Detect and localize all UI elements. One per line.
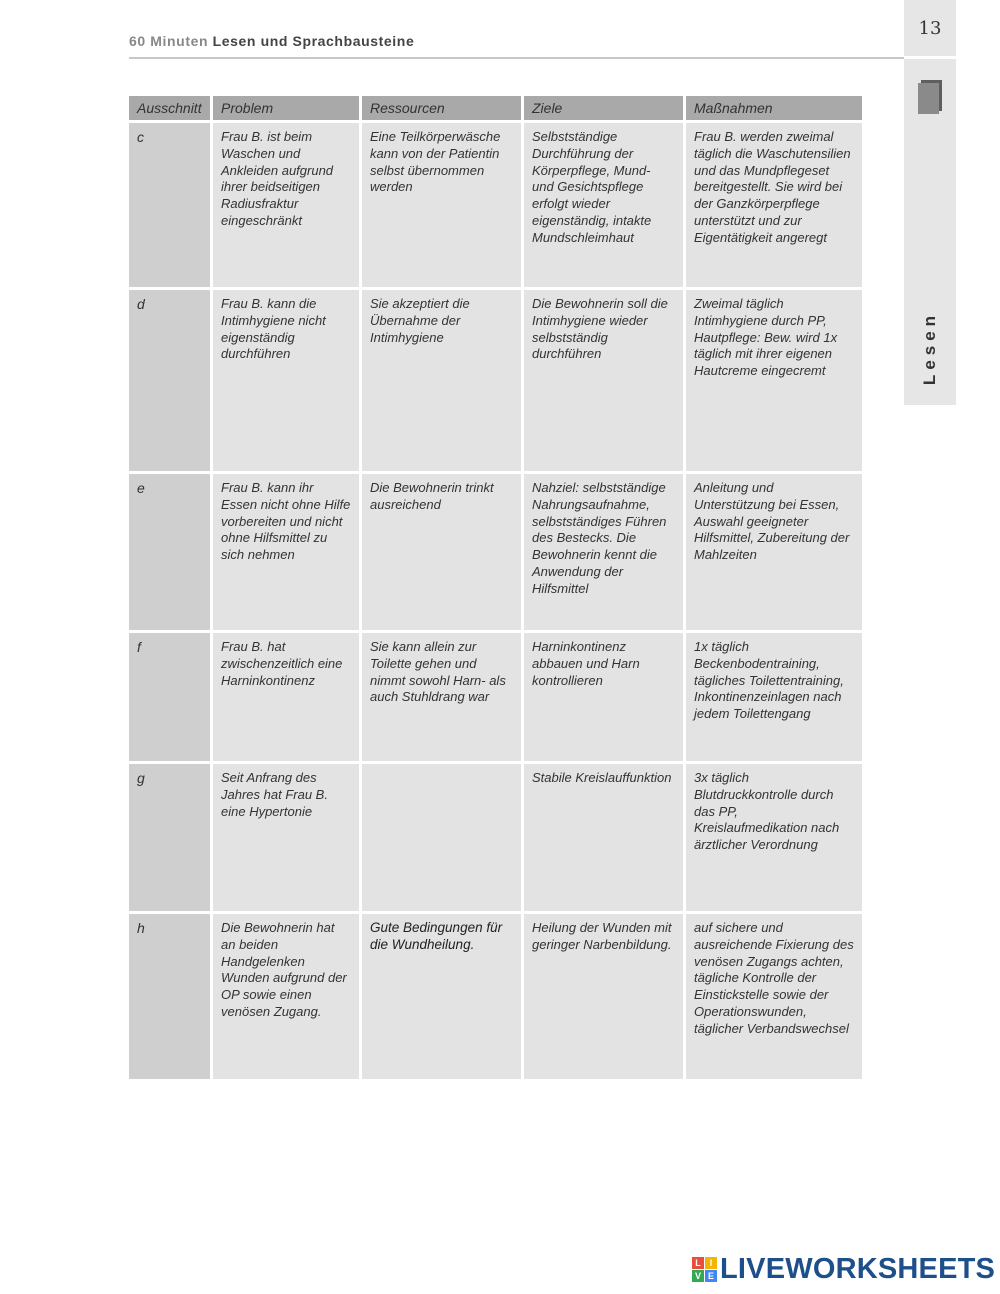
side-section-label: Lesen (920, 310, 939, 386)
table-row (129, 764, 862, 911)
problem-cell: Frau B. hat zwischenzeitlich eine Harninkontinenz (213, 633, 359, 761)
ziele-cell: Harninkontinenz abbauen und Harn kontrollieren (524, 633, 683, 761)
table-header-row (129, 96, 862, 120)
ressourcen-cell: Gute Bedingungen für die Wundheilung. (362, 914, 521, 1079)
header-divider (129, 57, 904, 59)
ressourcen-cell (362, 764, 521, 911)
column-header-massnahmen: Maßnahmen (686, 96, 862, 120)
liveworksheets-logo[interactable] (692, 1253, 995, 1285)
page-number: 13 (918, 18, 942, 39)
row-label: h (129, 914, 210, 1079)
massnahmen-cell: auf sichere und ausreichende Fixierung des venösen Zugangs achten, tägliche Kontrolle der Einstickstelle sowie der Operationswunden, täglicher Verbandswechsel (686, 914, 862, 1079)
problem-cell: Seit Anfrang des Jahres hat Frau B. eine Hypertonie (213, 764, 359, 911)
problem-cell: Frau B. kann die Intimhygiene nicht eigenständig durchführen (213, 290, 359, 471)
problem-cell: Frau B. kann ihr Essen nicht ohne Hilfe vorbereiten und nicht ohne Hilfsmittel zu sich nehmen (213, 474, 359, 630)
ressourcen-cell: Sie akzeptiert die Übernahme der Intimhygiene (362, 290, 521, 471)
ressourcen-cell: Die Bewohnerin trinkt ausreichend (362, 474, 521, 630)
table-row (129, 123, 862, 287)
row-label: c (129, 123, 210, 287)
row-label: g (129, 764, 210, 911)
book-icon (918, 80, 942, 114)
ziele-cell: Selbstständige Durchführung der Körperpflege, Mund- und Gesichtspflege erfolgt wieder eigenständig, intakte Mundschleimhaut (524, 123, 683, 287)
header-prefix: 60 Minuten (129, 33, 209, 49)
column-header-ressourcen: Ressourcen (362, 96, 521, 120)
side-tab-divider (904, 56, 956, 59)
table-row (129, 290, 862, 471)
massnahmen-cell: 1x täglich Beckenbodentraining, tägliches Toilettentraining, Inkontinenzeinlagen nach jedem Toilettengang (686, 633, 862, 761)
massnahmen-cell: Frau B. werden zweimal täglich die Waschutensilien und das Mundpflegeset bereitgestellt. Sie wird bei der Ganzkörperpflege unterstützt und zur Eigentätigkeit angeregt (686, 123, 862, 287)
row-label: e (129, 474, 210, 630)
care-plan-table (126, 93, 865, 1082)
ressourcen-cell: Sie kann allein zur Toilette gehen und nimmt sowohl Harn- als auch Stuhldrang war (362, 633, 521, 761)
massnahmen-cell: Anleitung und Unterstützung bei Essen, Auswahl geeigneter Hilfsmittel, Zubereitung der Mahlzeiten (686, 474, 862, 630)
header-title: Lesen und Sprachbausteine (212, 33, 415, 49)
ziele-cell: Heilung der Wunden mit geringer Narbenbildung. (524, 914, 683, 1079)
problem-cell: Die Bewohnerin hat an beiden Handgelenken Wunden aufgrund der OP sowie einen venösen Zugang. (213, 914, 359, 1079)
ziele-cell: Stabile Kreislauffunktion (524, 764, 683, 911)
row-label: d (129, 290, 210, 471)
ziele-cell: Die Bewohnerin soll die Intimhygiene wieder selbstständig durchführen (524, 290, 683, 471)
row-label: f (129, 633, 210, 761)
page-header (129, 33, 414, 49)
table-row (129, 474, 862, 630)
problem-cell: Frau B. ist beim Waschen und Ankleiden aufgrund ihrer beidseitigen Radiusfraktur eingeschränkt (213, 123, 359, 287)
ziele-cell: Nahziel: selbstständige Nahrungsaufnahme, selbstständiges Führen des Bestecks. Die Bewohnerin kennt die Anwendung der Hilfsmittel (524, 474, 683, 630)
logo-text: LIVEWORKSHEETS (720, 1252, 996, 1285)
table-row (129, 633, 862, 761)
logo-mark-icon: L I V E (692, 1257, 717, 1282)
column-header-ziele: Ziele (524, 96, 683, 120)
massnahmen-cell: 3x täglich Blutdruckkontrolle durch das PP, Kreislaufmedikation nach ärztlicher Verordnung (686, 764, 862, 911)
table-row (129, 914, 862, 1079)
column-header-ausschnitt: Ausschnitt (129, 96, 210, 120)
massnahmen-cell: Zweimal täglich Intimhygiene durch PP, Hautpflege: Bew. wird 1x täglich mit ihrer eigenen Hautcreme eingecremt (686, 290, 862, 471)
ressourcen-cell: Eine Teilkörperwäsche kann von der Patientin selbst übernommen werden (362, 123, 521, 287)
column-header-problem: Problem (213, 96, 359, 120)
